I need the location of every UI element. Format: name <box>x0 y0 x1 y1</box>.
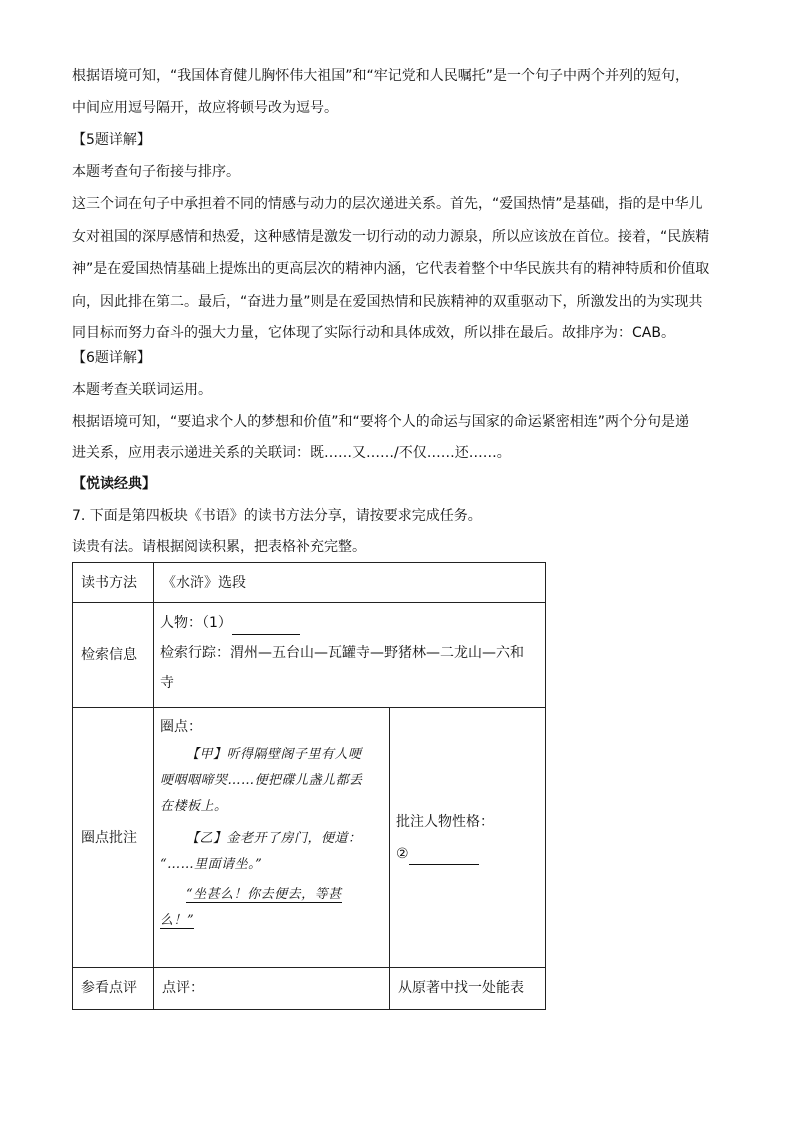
reading-method-table <box>72 562 546 1010</box>
route-line: 寺 <box>160 675 174 691</box>
paragraph-line: 同目标而努力奋斗的强大力量，它体现了实际行动和具体成效，所以排在最后。故排序为：CAB。 <box>72 325 675 341</box>
paragraph-line: 根据语境可知，“我国体育健儿胸怀伟大祖国”和“牢记党和人民嘱托”是一个句子中两个并列的短句， <box>72 68 690 84</box>
question-task: 读贵有法。请根据阅读积累，把表格补充完整。 <box>72 539 366 555</box>
excerpt-yi: 【乙】金老开了房门，便道： “……里面请坐。” “坐甚么！你去便去，等甚 么！” <box>160 831 362 928</box>
answer-blank-2[interactable] <box>409 848 479 865</box>
row-label: 读书方法 <box>73 563 154 603</box>
comment-cell: 点评： <box>154 968 390 1010</box>
note-label: 批注人物性格： <box>396 813 494 830</box>
paragraph-line: 中间应用逗号隔开，故应将顿号改为逗号。 <box>72 100 338 116</box>
paragraph-line: 根据语境可知，“要追求个人的梦想和价值”和“要将个人的命运与国家的命运紧密相连”两个分句是递 <box>72 414 690 430</box>
table-row <box>73 968 546 1010</box>
person-label: 人物：（1） <box>160 615 232 631</box>
paragraph-line: 神”是在爱国热情基础上提炼出的更高层次的精神内涵，它代表着整个中华民族共有的精神特质和价值取 <box>72 261 710 277</box>
paragraph-line: 女对祖国的深厚感情和热爱，这种感情是激发一切行动的动力源泉，所以应该放在首位。接着，“民族精 <box>72 229 710 245</box>
paragraph-line: 向，因此排在第二。最后，“奋进力量”则是在爱国热情和民族精神的双重驱动下，所激发出的为实现共 <box>72 294 703 310</box>
answer-number: ② <box>396 845 409 862</box>
q5-heading: 【5题详解】 <box>72 132 151 148</box>
paragraph-line: 这三个词在句子中承担着不同的情感与动力的层次递进关系。首先，“爱国热情”是基础，指的是中华儿 <box>72 196 703 212</box>
paragraph-line: 进关系，应用表示递进关系的关联词：既……又……/不仅……还……。 <box>72 445 511 461</box>
row-label: 圈点批注 <box>73 708 154 968</box>
original-text-cell: 从原著中找一处能表 <box>390 968 546 1010</box>
q6-heading: 【6题详解】 <box>72 350 151 366</box>
row-label: 检索信息 <box>73 603 154 708</box>
question-stem: 7. 下面是第四板块《书语》的读书方法分享，请按要求完成任务。 <box>72 508 482 524</box>
q6-intro: 本题考查关联词运用。 <box>72 382 212 398</box>
section-title: 【悦读经典】 <box>72 476 156 492</box>
character-note-cell <box>390 708 546 968</box>
table-row <box>73 563 546 603</box>
row-label: 参看点评 <box>73 968 154 1010</box>
table-row <box>73 603 546 708</box>
circle-label: 圈点： <box>160 719 202 735</box>
answer-blank-1[interactable] <box>232 618 300 635</box>
annotation-excerpt-cell <box>154 708 390 968</box>
q5-intro: 本题考查句子衔接与排序。 <box>72 164 240 180</box>
excerpt-jia: 【甲】听得隔壁阁子里有人哽 哽咽咽啼哭……便把碟儿盏儿都丢 在楼板上。 <box>160 747 363 814</box>
table-row <box>73 708 546 968</box>
route-line: 检索行踪：渭州—五台山—瓦罐寺—野猪林—二龙山—六和 <box>160 645 524 661</box>
search-info-cell <box>154 603 546 708</box>
book-title-cell: 《水浒》选段 <box>154 563 546 603</box>
